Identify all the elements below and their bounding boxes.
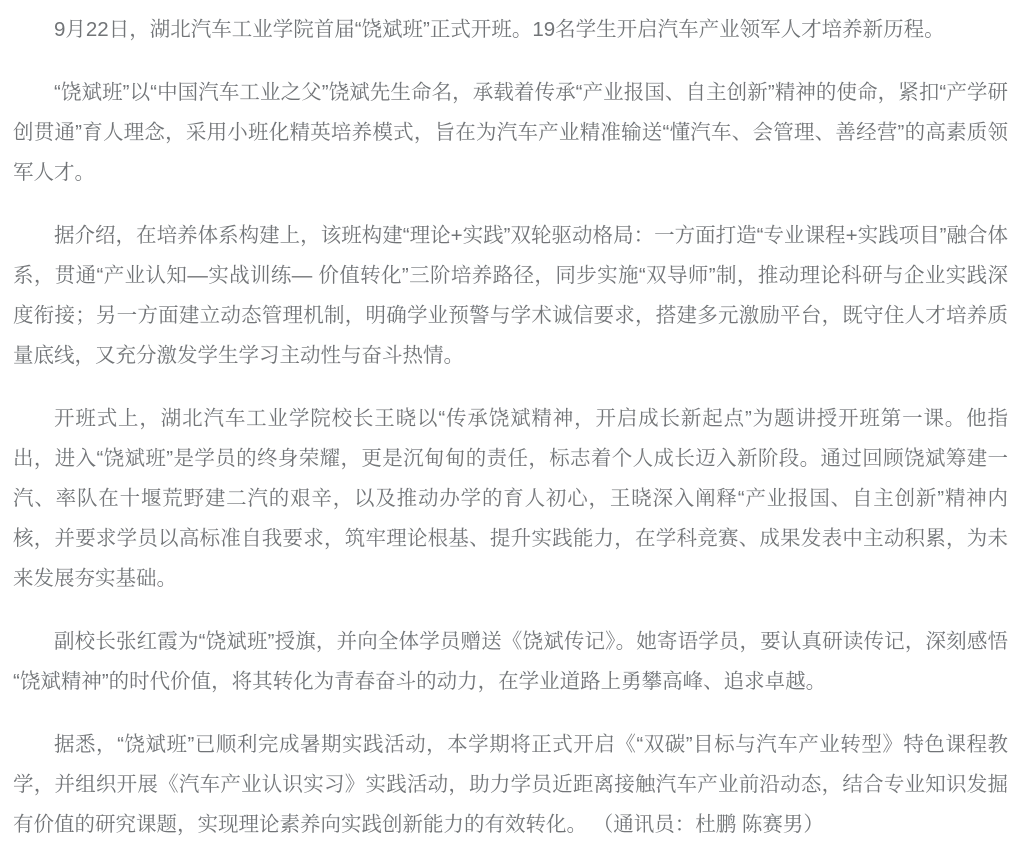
article-paragraph-flag-and-biography: 副校长张红霞为“饶斌班”授旗，并向全体学员赠送《饶斌传记》。她寄语学员，要认真研读传记，深刻感悟“饶斌精神”的时代价值，将其转化为青春奋斗的动力，在学业道路上勇攀高峰、追求卓越。 (13, 630, 1008, 693)
article-paragraph-naming: “饶斌班”以“中国汽车工业之父”饶斌先生命名，承载着传承“产业报国、自主创新”精神的使命，紧扣“产学研创贯通”育人理念，采用小班化精英培养模式，旨在为汽车产业精准输送“懂汽车、会管理、善经营”的高素质领军人才。 (13, 81, 1008, 184)
article-paragraph-upcoming-activities: 据悉，“饶斌班”已顺利完成暑期实践活动，本学期将正式开启《“双碳”目标与汽车产业转型》特色课程教学，并组织开展《汽车产业认识实习》实践活动，助力学员近距离接触汽车产业前沿动态，结合专业知识发掘有价值的研究课题，实现理论素养向实践创新能力的有效转化。 （通讯员：杜鹏 陈赛男） (13, 733, 1008, 836)
article-paragraph-first-lesson: 开班式上，湖北汽车工业学院校长王晓以“传承饶斌精神，开启成长新起点”为题讲授开班第一课。他指出，进入“饶斌班”是学员的终身荣耀，更是沉甸甸的责任，标志着个人成长迈入新阶段。通过回顾饶斌筹建一汽、率队在十堰荒野建二汽的艰辛，以及推动办学的育人初心，王晓深入阐释“产业报国、自主创新”精神内核，并要求学员以高标准自我要求，筑牢理论根基、提升实践能力，在学科竞赛、成果发表中主动积累，为未来发展夯实基础。 (13, 407, 1008, 590)
article-paragraph-lead: 9月22日，湖北汽车工业学院首届“饶斌班”正式开班。19名学生开启汽车产业领军人才培养新历程。 (54, 18, 945, 41)
article-paragraph-training-system: 据介绍，在培养体系构建上，该班构建“理论+实践”双轮驱动格局：一方面打造“专业课程+实践项目”融合体系，贯通“产业认知—实战训练— 价值转化”三阶培养路径，同步实施“双导师”制，推动理论科研与企业实践深度衔接；另一方面建立动态管理机制，明确学业预警与学术诚信要求，搭建多元激励平台，既守住人才培养质量底线，又充分激发学生学习主动性与奋斗热情。 (13, 224, 1008, 367)
